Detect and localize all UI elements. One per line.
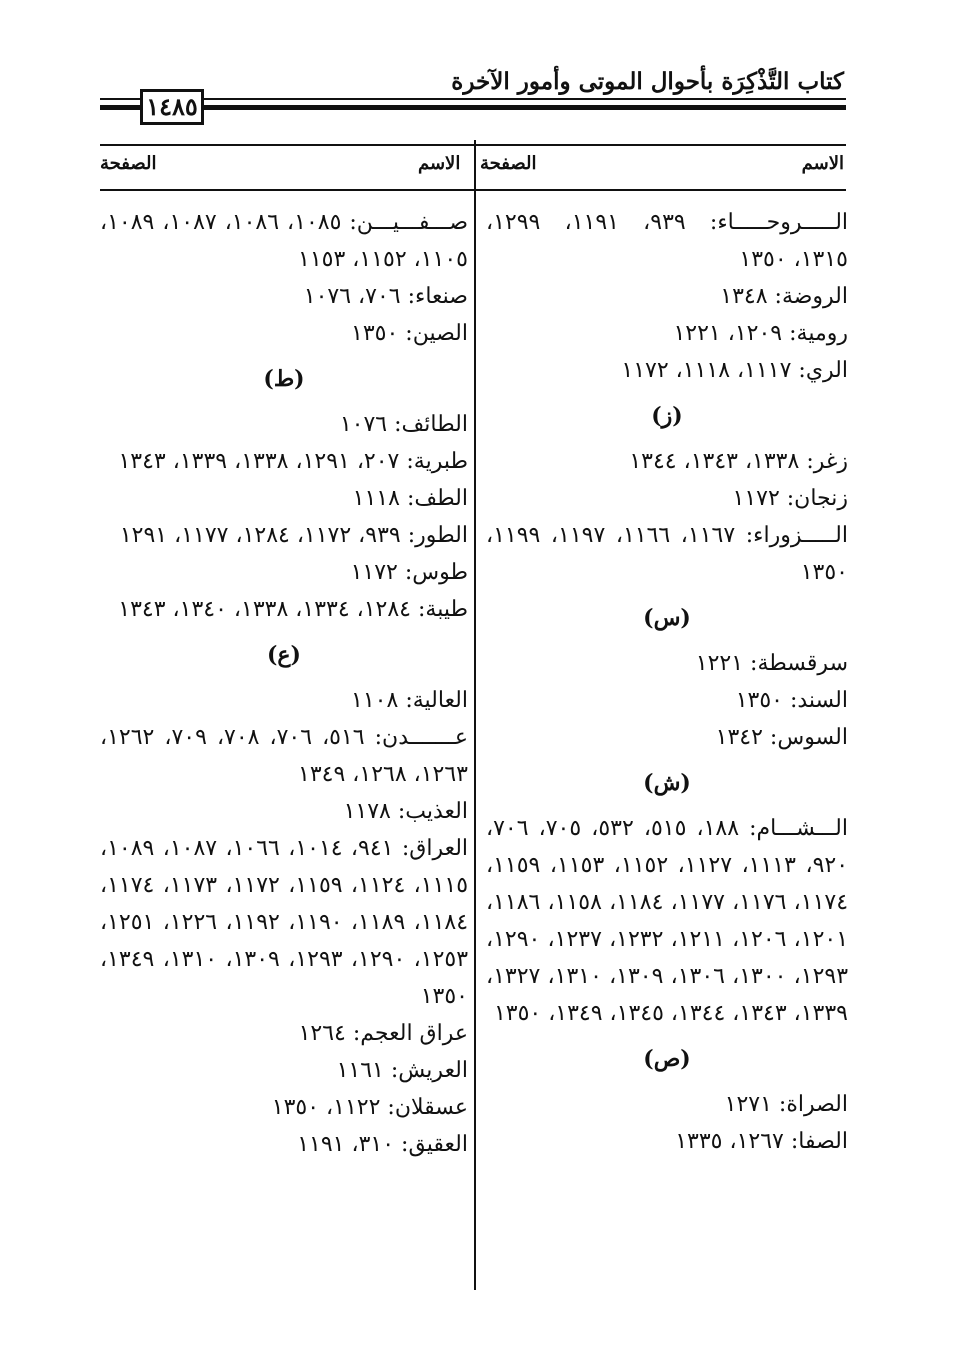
place-name: طوس: <box>404 560 468 585</box>
index-entry <box>486 810 848 1032</box>
index-entry <box>486 443 848 480</box>
page-references: ١٢٦٤ <box>298 1021 346 1046</box>
page-references: ١٢٢١ <box>695 651 744 676</box>
index-entry <box>100 830 468 1015</box>
page-references: ١١٠٨ <box>351 688 399 713</box>
letter-heading: (ص) <box>643 1046 691 1072</box>
place-name: الصفا: <box>790 1129 848 1154</box>
letter-heading: (ط) <box>263 366 305 392</box>
page-references: ٢٠٧، ١٢٩١، ١٣٣٨، ١٣٣٩، ١٣٤٣ <box>118 449 400 474</box>
page-references: ١٣٤٨ <box>720 284 768 309</box>
header-thin-rule <box>100 98 846 100</box>
index-entry <box>100 682 468 719</box>
book-title: كتاب التَّذْكِرَة بأحوال الموتى وأمور الآخرة <box>451 68 844 95</box>
right-column-page-label: الصفحة <box>480 153 537 174</box>
index-entry <box>100 278 468 315</box>
column-divider <box>474 140 476 1290</box>
index-entry <box>100 1015 468 1052</box>
place-name: الطائف: <box>394 412 468 437</box>
index-entry <box>486 682 848 719</box>
index-entry <box>100 315 468 352</box>
index-entry <box>486 352 848 389</box>
page-references: ١٢٧١ <box>724 1092 772 1117</box>
place-name: الـــــروحـــــاء: <box>709 210 849 235</box>
index-entry <box>486 719 848 756</box>
page-references: ١١٧٨ <box>343 799 391 824</box>
place-name: طبرية: <box>406 449 468 474</box>
index-entry <box>100 554 468 591</box>
page-references: ١٣٥٠ <box>351 321 399 346</box>
index-entry <box>486 1123 848 1160</box>
left-column-index <box>100 204 468 1163</box>
page-references: ١٢٠٩، ١٢٢١ <box>673 321 783 346</box>
index-entry <box>486 204 848 278</box>
page-references: ١٢٦٧، ١٣٣٥ <box>675 1129 784 1154</box>
place-name: عـــــــدن: <box>374 725 469 750</box>
page-references: ١٠٨٥، ١٠٨٦، ١٠٨٧، ١٠٨٩، ١١٠٥، ١١٥٢، ١١٥٣ <box>100 210 468 272</box>
letter-heading: (ع) <box>267 642 301 668</box>
index-entry <box>100 443 468 480</box>
page-references: ١٢٨٤، ١٣٣٤، ١٣٣٨، ١٣٤٠، ١٣٤٣ <box>118 597 411 622</box>
index-entry <box>486 517 848 591</box>
page-references: ٩٣٩، ١١٩١، ١٢٩٩، ١٣١٥، ١٣٥٠ <box>486 210 848 272</box>
place-name: سرقسطة: <box>750 651 848 676</box>
place-name: زنجان: <box>786 486 848 511</box>
page-references: ١١٧٢ <box>350 560 398 585</box>
index-entry <box>486 1086 848 1123</box>
page-references: ٥١٦، ٧٠٦، ٧٠٨، ٧٠٩، ١٢٦٢، ١٢٦٣، ١٢٦٨، ١٣٤٩ <box>100 725 468 787</box>
index-entry <box>486 480 848 517</box>
place-name: عسقلان: <box>387 1095 468 1120</box>
place-name: الروضة: <box>774 284 848 309</box>
place-name: زغر: <box>806 449 848 474</box>
place-name: رومية: <box>789 321 848 346</box>
place-name: السند: <box>789 688 848 713</box>
page-references: ١٨٨، ٥١٥، ٥٣٢، ٧٠٥، ٧٠٦، ٩٢٠، ١١١٣، ١١٢٧، ١١٥٢، ١١٥٣، ١١٥٩، ١١٧٤، ١١٧٦، ١١٧٧، ١١٨٤، ١١٥٨، ١١٨٦، ١٢٠١، ١٢٠٦، ١٢١١، ١٢٣٢، ١٢٣٧، ١٢٩٠، ١٢٩٣، ١٣٠٠، ١٣٠٦، ١٣٠٩، ١٣١٠، ١٣٢٧، ١٣٣٩، ١٣٤٣، ١٣٤٤، ١٣٤٥، ١٣٤٩، ١٣٥٠ <box>486 816 849 1026</box>
place-name: الطف: <box>406 486 468 511</box>
letter-heading: (ش) <box>643 770 691 796</box>
page-references: ١١١٨ <box>352 486 400 511</box>
place-name: عراق العجم: <box>352 1021 468 1046</box>
page-references: ١١٢٢، ١٣٥٠ <box>271 1095 381 1120</box>
index-entry <box>486 278 848 315</box>
columns-header-rule <box>100 189 846 191</box>
place-name: الصين: <box>405 321 468 346</box>
page-references: ١١٧٢ <box>732 486 780 511</box>
letter-heading: (ز) <box>651 403 683 429</box>
header-thick-rule <box>100 105 846 110</box>
index-entry <box>486 315 848 352</box>
place-name: الري: <box>798 358 848 383</box>
place-name: العراق: <box>401 836 469 861</box>
index-entry <box>486 645 848 682</box>
index-entry <box>100 480 468 517</box>
place-name: العذيب: <box>397 799 468 824</box>
page-number-box: ١٤٨٥ <box>140 89 204 125</box>
index-entry <box>100 1089 468 1126</box>
page-references: ١١٦١ <box>336 1058 384 1083</box>
index-entry <box>100 204 468 278</box>
page-references: ١٣٥٠ <box>735 688 783 713</box>
page-references: ٧٠٦، ١٠٧٦ <box>303 284 401 309</box>
index-entry <box>100 793 468 830</box>
letter-heading: (س) <box>643 605 691 631</box>
place-name: الطور: <box>407 523 468 548</box>
page-references: ١١٦٧، ١١٦٦، ١١٩٧، ١١٩٩، ١٣٥٠ <box>486 523 848 585</box>
index-entry <box>100 1126 468 1163</box>
place-name: العريش: <box>390 1058 468 1083</box>
place-name: صنعاء: <box>407 284 468 309</box>
place-name: الـــــزوراء: <box>745 523 849 548</box>
place-name: الـــشـــام: <box>749 816 848 841</box>
page-references: ٣١٠، ١١٩١ <box>297 1132 395 1157</box>
index-entry <box>100 1052 468 1089</box>
index-entry <box>100 517 468 554</box>
page-references: ١٣٣٨، ١٣٤٣، ١٣٤٤ <box>629 449 800 474</box>
columns-top-rule <box>100 144 846 146</box>
place-name: العالية: <box>405 688 468 713</box>
page-references: ١٣٤٢ <box>715 725 763 750</box>
page-references: ٩٤١، ١٠١٤، ١٠٦٦، ١٠٨٧، ١٠٨٩، ١١١٥، ١١٢٤، ١١٥٩، ١١٧٢، ١١٧٣، ١١٧٤، ١١٨٤، ١١٨٩، ١١٩٠، ١١٩٢، ١٢٢٦، ١٢٥١، ١٢٥٣، ١٢٩٠، ١٢٩٣، ١٣٠٩، ١٣١٠، ١٣٤٩، ١٣٥٠ <box>100 836 469 1009</box>
left-column-page-label: الصفحة <box>100 153 157 174</box>
place-name: الصراة: <box>778 1092 848 1117</box>
index-entry <box>100 591 468 628</box>
place-name: طيبة: <box>418 597 468 622</box>
right-column-name-label: الاسم <box>801 153 844 174</box>
place-name: صـــفـــيـــن: <box>349 210 469 235</box>
index-entry <box>100 719 468 793</box>
right-column-index <box>486 204 848 1160</box>
index-entry <box>100 406 468 443</box>
left-column-name-label: الاسم <box>418 153 461 174</box>
page-references: ١١١٧، ١١١٨، ١١٧٢ <box>621 358 792 383</box>
page-references: ٩٣٩، ١١٧٢، ١٢٨٤، ١١٧٧، ١٢٩١ <box>119 523 401 548</box>
place-name: السوس: <box>769 725 848 750</box>
page-references: ١٠٧٦ <box>339 412 388 437</box>
place-name: العقيق: <box>401 1132 468 1157</box>
